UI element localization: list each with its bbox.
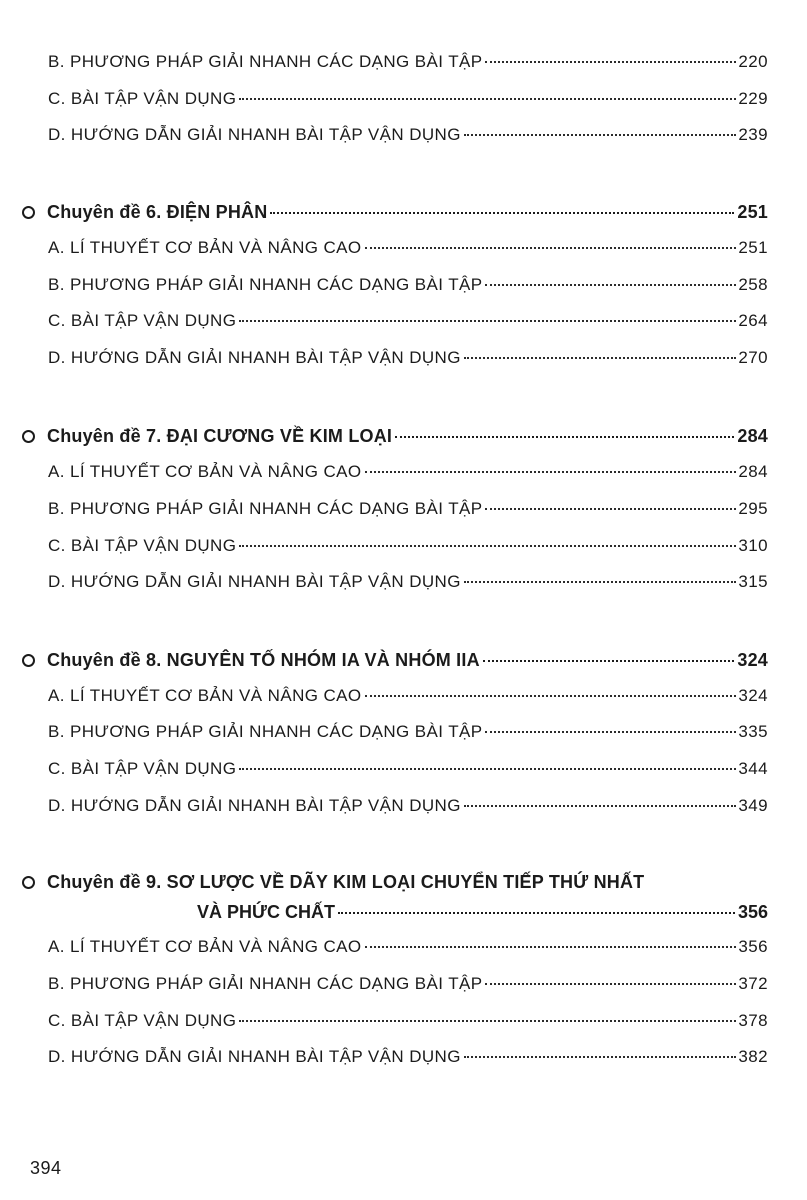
toc-item-page: 220 (738, 52, 768, 71)
dot-leader (485, 982, 736, 985)
circle-bullet-icon (22, 876, 35, 889)
circle-bullet-icon (22, 654, 35, 667)
dot-leader (239, 97, 736, 100)
toc-item-label: B. PHƯƠNG PHÁP GIẢI NHANH CÁC DẠNG BÀI TẬP (48, 52, 483, 71)
dot-leader (239, 544, 736, 547)
dot-leader (365, 470, 737, 473)
toc-item-label: A. LÍ THUYẾT CƠ BẢN VÀ NÂNG CAO (48, 238, 362, 257)
chapter-heading (22, 423, 768, 449)
toc-item-page: 258 (738, 275, 768, 294)
dot-leader (464, 804, 737, 807)
toc-item-label: C. BÀI TẬP VẬN DỤNG (48, 536, 237, 555)
dot-leader (239, 767, 736, 770)
toc-item-page: 315 (738, 572, 768, 591)
chapter-page: 356 (737, 902, 768, 922)
chapter-heading (22, 647, 768, 673)
toc-item-label: D. HƯỚNG DẪN GIẢI NHANH BÀI TẬP VẬN DỤNG (48, 796, 461, 815)
toc-item-label: A. LÍ THUYẾT CƠ BẢN VÀ NÂNG CAO (48, 686, 362, 705)
dot-leader (338, 911, 735, 914)
toc-item-label: D. HƯỚNG DẪN GIẢI NHANH BÀI TẬP VẬN DỤNG (48, 348, 461, 367)
toc-item (48, 794, 768, 818)
dot-leader (365, 246, 737, 249)
toc-item-page: 356 (738, 937, 768, 956)
dot-leader (464, 356, 737, 359)
page-number: 394 (30, 1158, 62, 1178)
dot-leader (485, 283, 736, 286)
toc-item-label: B. PHƯƠNG PHÁP GIẢI NHANH CÁC DẠNG BÀI TẬP (48, 722, 483, 741)
chapter-page: 324 (737, 650, 768, 670)
chapter-title: Chuyên đề 8. NGUYÊN TỐ NHÓM IA VÀ NHÓM IIA (47, 650, 480, 670)
toc-item-label: C. BÀI TẬP VẬN DỤNG (48, 1011, 237, 1030)
toc-item-label: D. HƯỚNG DẪN GIẢI NHANH BÀI TẬP VẬN DỤNG (48, 1047, 461, 1066)
toc-item-label: D. HƯỚNG DẪN GIẢI NHANH BÀI TẬP VẬN DỤNG (48, 572, 461, 591)
chapter-title: Chuyên đề 7. ĐẠI CƯƠNG VỀ KIM LOẠI (47, 426, 393, 446)
chapter-heading (22, 869, 768, 895)
toc-item-page: 295 (738, 499, 768, 518)
toc-item-page: 284 (738, 462, 768, 481)
toc-item-page: 270 (738, 348, 768, 367)
toc-item-label: D. HƯỚNG DẪN GIẢI NHANH BÀI TẬP VẬN DỤNG (48, 125, 461, 144)
toc-item (48, 87, 768, 111)
toc-item-page: 264 (738, 311, 768, 330)
chapter-page: 251 (737, 202, 768, 222)
dot-leader (270, 211, 734, 214)
toc-item (48, 534, 768, 558)
toc-item-page: 378 (738, 1011, 768, 1030)
toc-item-page: 335 (738, 722, 768, 741)
toc-item (48, 497, 768, 521)
chapter-title-line2: VÀ PHỨC CHẤT (197, 902, 335, 922)
dot-leader (483, 659, 735, 662)
toc-item (48, 757, 768, 781)
toc-item (48, 1009, 768, 1033)
dot-leader (485, 507, 736, 510)
toc-item-page: 251 (738, 238, 768, 257)
dot-leader (239, 1019, 736, 1022)
toc-item-label: B. PHƯƠNG PHÁP GIẢI NHANH CÁC DẠNG BÀI TẬP (48, 275, 483, 294)
dot-leader (485, 60, 736, 63)
toc-item (48, 570, 768, 594)
toc-item (48, 972, 768, 996)
toc-item-label: C. BÀI TẬP VẬN DỤNG (48, 89, 237, 108)
toc-item-page: 310 (738, 536, 768, 555)
circle-bullet-icon (22, 430, 35, 443)
dot-leader (365, 945, 737, 948)
toc-item-page: 349 (738, 796, 768, 815)
toc-item (48, 309, 768, 333)
toc-item (48, 1045, 768, 1069)
toc-item-page: 382 (738, 1047, 768, 1066)
toc-item (48, 684, 768, 708)
toc-item-page: 344 (738, 759, 768, 778)
toc-item-page: 324 (738, 686, 768, 705)
toc-item (48, 50, 768, 74)
dot-leader (464, 580, 737, 583)
chapter-title: Chuyên đề 6. ĐIỆN PHÂN (47, 202, 268, 222)
toc-item-label: C. BÀI TẬP VẬN DỤNG (48, 311, 237, 330)
dot-leader (485, 730, 736, 733)
toc-item (48, 273, 768, 297)
toc-item-label: A. LÍ THUYẾT CƠ BẢN VÀ NÂNG CAO (48, 937, 362, 956)
chapter-page: 284 (737, 426, 768, 446)
chapter-heading (22, 199, 768, 225)
chapter-title: Chuyên đề 9. SƠ LƯỢC VỀ DÃY KIM LOẠI CHUYỂN TIẾP THỨ NHẤT (47, 872, 645, 892)
toc-item (48, 346, 768, 370)
dot-leader (239, 319, 736, 322)
toc-item (48, 236, 768, 260)
toc-item (48, 123, 768, 147)
toc-item-label: B. PHƯƠNG PHÁP GIẢI NHANH CÁC DẠNG BÀI TẬP (48, 499, 483, 518)
toc-item-label: C. BÀI TẬP VẬN DỤNG (48, 759, 237, 778)
toc-item-label: B. PHƯƠNG PHÁP GIẢI NHANH CÁC DẠNG BÀI TẬP (48, 974, 483, 993)
dot-leader (365, 694, 737, 697)
toc-item (48, 720, 768, 744)
toc-item-page: 229 (738, 89, 768, 108)
toc-item-page: 372 (738, 974, 768, 993)
circle-bullet-icon (22, 206, 35, 219)
toc-item-label: A. LÍ THUYẾT CƠ BẢN VÀ NÂNG CAO (48, 462, 362, 481)
dot-leader (464, 133, 737, 136)
toc-item-page: 239 (738, 125, 768, 144)
dot-leader (395, 435, 734, 438)
toc-item (48, 935, 768, 959)
chapter-heading-continued (197, 899, 768, 925)
toc-item (48, 460, 768, 484)
dot-leader (464, 1055, 737, 1058)
